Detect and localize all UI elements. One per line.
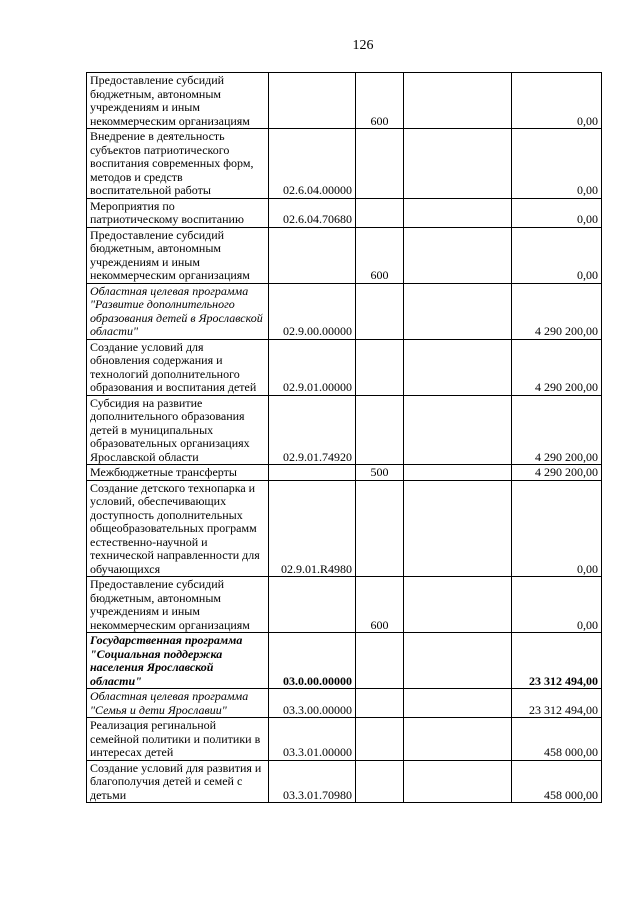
row-empty-cell [404,633,512,689]
row-name-cell: Предоставление субсидий бюджетным, автономным учреждениям и иным некоммерческим организациям [87,227,269,283]
row-code-cell: 03.3.00.00000 [269,689,356,718]
row-expense-type-cell [356,760,404,803]
row-expense-type-cell [356,480,404,577]
row-name-cell: Реализация регинальной семейной политики и политики в интересах детей [87,718,269,761]
row-sum-cell: 0,00 [512,227,602,283]
table-row [87,283,602,339]
row-empty-cell [404,339,512,395]
row-name-cell: Создание условий для обновления содержания и технологий дополнительного образования и воспитания детей [87,339,269,395]
budget-table-body [87,73,602,803]
row-code-cell: 02.9.00.00000 [269,283,356,339]
row-expense-type-cell [356,718,404,761]
row-expense-type-cell [356,395,404,465]
row-empty-cell [404,283,512,339]
row-name-cell: Создание условий для развития и благополучия детей и семей с детьми [87,760,269,803]
row-expense-type-cell: 600 [356,227,404,283]
table-row [87,689,602,718]
budget-table [86,72,602,803]
row-empty-cell [404,198,512,227]
row-code-cell: 03.3.01.00000 [269,718,356,761]
row-sum-cell: 0,00 [512,198,602,227]
row-code-cell: 02.9.01.74920 [269,395,356,465]
row-empty-cell [404,718,512,761]
row-name-cell: Внедрение в деятельность субъектов патриотического воспитания современных форм, методов и средств воспитательной работы [87,129,269,199]
row-code-cell: 03.0.00.00000 [269,633,356,689]
row-name-cell: Создание детского технопарка и условий, обеспечивающих доступность дополнительных общеобразовательных программ естественно-научной и технической направленности для обучающихся [87,480,269,577]
row-empty-cell [404,395,512,465]
row-expense-type-cell [356,129,404,199]
table-row [87,339,602,395]
row-empty-cell [404,465,512,481]
row-code-cell: 03.3.01.70980 [269,760,356,803]
row-name-cell: Областная целевая программа "Развитие дополнительного образования детей в Ярославской области" [87,283,269,339]
table-row [87,718,602,761]
row-expense-type-cell: 500 [356,465,404,481]
row-name-cell: Предоставление субсидий бюджетным, автономным учреждениям и иным некоммерческим организациям [87,577,269,633]
row-expense-type-cell: 600 [356,577,404,633]
row-sum-cell: 23 312 494,00 [512,633,602,689]
row-expense-type-cell: 600 [356,73,404,129]
row-code-cell [269,465,356,481]
table-row [87,198,602,227]
row-name-cell: Областная целевая программа "Семья и дети Ярославии" [87,689,269,718]
row-sum-cell: 4 290 200,00 [512,283,602,339]
table-row [87,577,602,633]
row-empty-cell [404,480,512,577]
table-row [87,227,602,283]
table-row [87,73,602,129]
table-row [87,395,602,465]
row-empty-cell [404,760,512,803]
row-expense-type-cell [356,283,404,339]
row-empty-cell [404,73,512,129]
row-sum-cell: 458 000,00 [512,760,602,803]
row-sum-cell: 4 290 200,00 [512,395,602,465]
row-name-cell: Мероприятия по патриотическому воспитанию [87,198,269,227]
table-row [87,633,602,689]
row-sum-cell: 4 290 200,00 [512,465,602,481]
row-code-cell: 02.9.01.R4980 [269,480,356,577]
row-name-cell: Субсидия на развитие дополнительного образования детей в муниципальных образовательных организациях Ярославской области [87,395,269,465]
row-code-cell [269,73,356,129]
row-name-cell: Государственная программа "Социальная поддержка населения Ярославской области" [87,633,269,689]
row-empty-cell [404,129,512,199]
row-name-cell: Предоставление субсидий бюджетным, автономным учреждениям и иным некоммерческим организациям [87,73,269,129]
row-sum-cell: 0,00 [512,73,602,129]
page-number: 126 [352,38,374,53]
row-expense-type-cell [356,339,404,395]
row-sum-cell: 23 312 494,00 [512,689,602,718]
row-code-cell: 02.6.04.70680 [269,198,356,227]
row-code-cell: 02.9.01.00000 [269,339,356,395]
row-name-cell: Межбюджетные трансферты [87,465,269,481]
table-row [87,129,602,199]
table-row [87,480,602,577]
row-expense-type-cell [356,689,404,718]
row-code-cell [269,577,356,633]
row-code-cell [269,227,356,283]
row-empty-cell [404,577,512,633]
row-sum-cell: 458 000,00 [512,718,602,761]
row-sum-cell: 0,00 [512,480,602,577]
row-sum-cell: 4 290 200,00 [512,339,602,395]
table-row [87,760,602,803]
row-code-cell: 02.6.04.00000 [269,129,356,199]
row-sum-cell: 0,00 [512,129,602,199]
row-expense-type-cell [356,633,404,689]
row-expense-type-cell [356,198,404,227]
row-empty-cell [404,689,512,718]
row-sum-cell: 0,00 [512,577,602,633]
table-row [87,465,602,481]
row-empty-cell [404,227,512,283]
